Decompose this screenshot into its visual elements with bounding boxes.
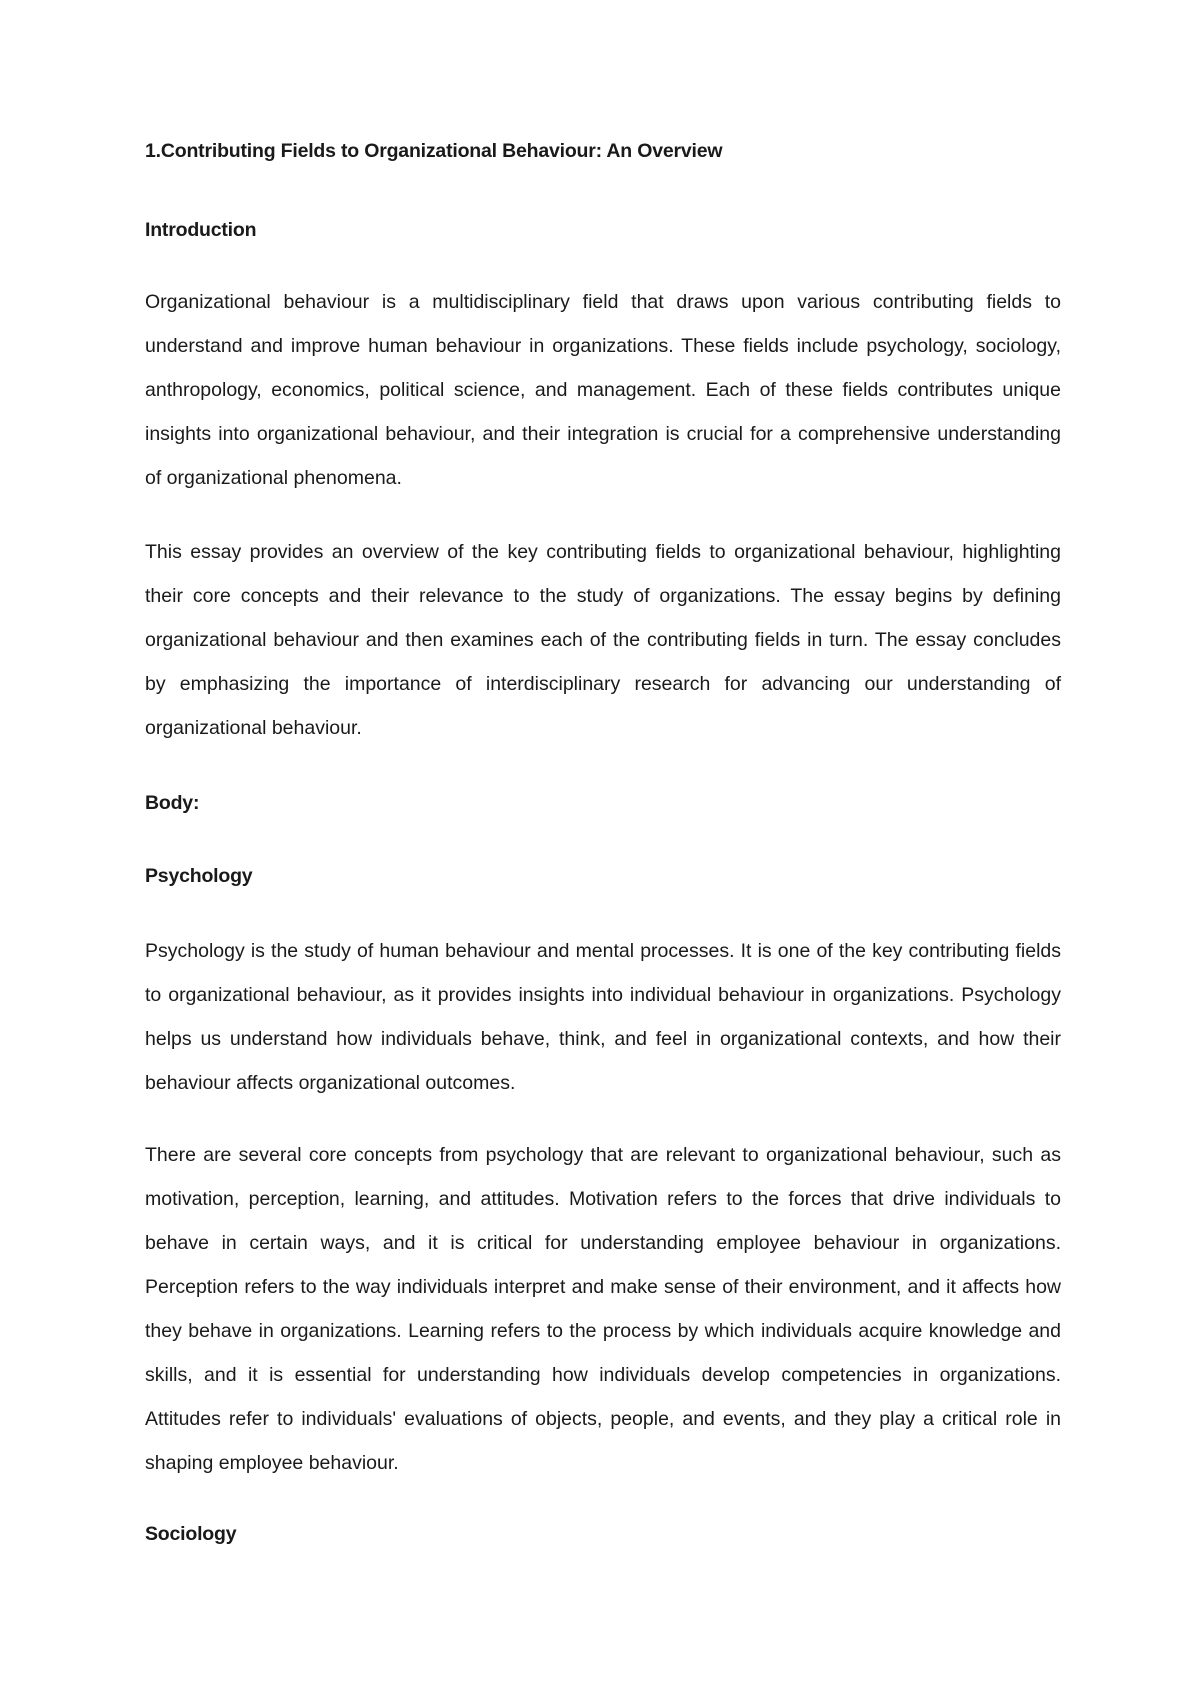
document-title: 1.Contributing Fields to Organizational Behaviour: An Overview xyxy=(145,140,723,162)
section-heading-sociology: Sociology xyxy=(145,1522,237,1545)
document-page xyxy=(145,140,1061,1546)
section-heading-introduction: Introduction xyxy=(145,219,257,242)
introduction-paragraph: This essay provides an overview of the key contributing fields to organizational behaviour, highlighting their core concepts and their relevance to the study of organizations. The essay begins by defining organizational behaviour and then examines each of the contributing fields in turn. The essay concludes by emphasizing the importance of interdisciplinary research for advancing our understanding of organizational behaviour. xyxy=(145,540,1061,739)
psychology-paragraph: Psychology is the study of human behaviour and mental processes. It is one of the key contributing fields to organizational behaviour, as it provides insights into individual behaviour in organizations. Psychology helps us understand how individuals behave, think, and feel in organizational contexts, and how their behaviour affects organizational outcomes. xyxy=(145,939,1061,1094)
section-heading-psychology: Psychology xyxy=(145,865,253,888)
introduction-paragraph: Organizational behaviour is a multidisciplinary field that draws upon various contributing fields to understand and improve human behaviour in organizations. These fields include psychology, sociology, anthropology, economics, political science, and management. Each of these fields contributes unique insights into organizational behaviour, and their integration is crucial for a comprehensive understanding of organizational phenomena. xyxy=(145,290,1061,489)
section-heading-body: Body: xyxy=(145,791,200,814)
psychology-paragraph: There are several core concepts from psychology that are relevant to organizational behaviour, such as motivation, perception, learning, and attitudes. Motivation refers to the forces that drive individuals to behave in certain ways, and it is critical for understanding employee behaviour in organizations. Perception refers to the way individuals interpret and make sense of their environment, and it affects how they behave in organizations. Learning refers to the process by which individuals acquire knowledge and skills, and it is essential for understanding how individuals develop competencies in organizations. Attitudes refer to individuals' evaluations of objects, people, and events, and they play a critical role in shaping employee behaviour. xyxy=(145,1143,1061,1474)
